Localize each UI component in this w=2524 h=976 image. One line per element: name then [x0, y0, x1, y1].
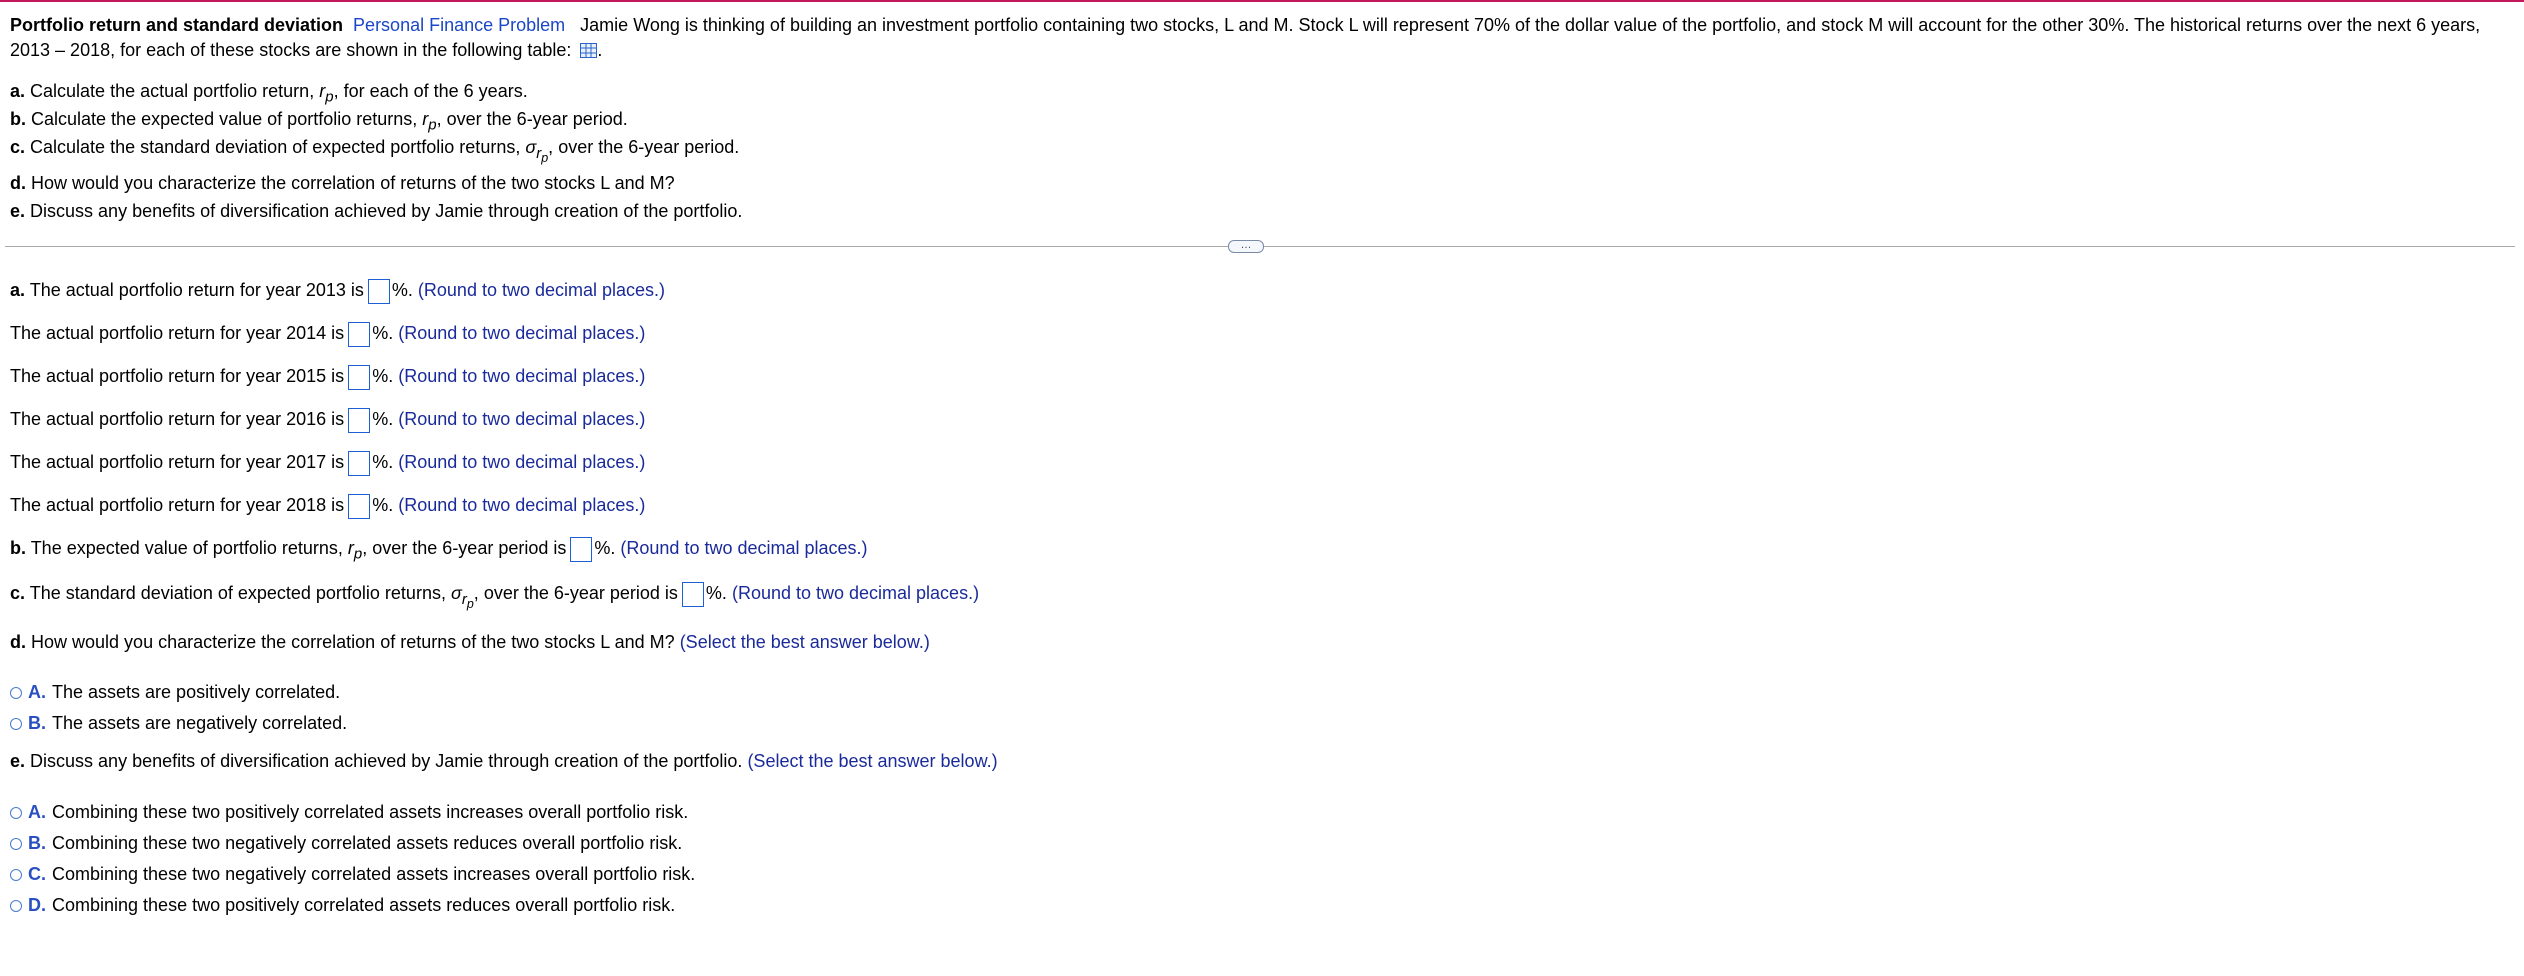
d-option-a[interactable]: A. The assets are positively correlated.	[10, 678, 340, 706]
grid-table-icon[interactable]	[580, 40, 597, 55]
e-option-b[interactable]: B. Combining these two negatively correlated assets reduces overall portfolio risk.	[10, 829, 682, 857]
problem-title: Portfolio return and standard deviation	[10, 15, 344, 35]
answer-row-2013: a. The actual portfolio return for year 2013 is %. (Round to two decimal places.)	[10, 276, 665, 304]
part-c: c. Calculate the standard deviation of expected portfolio returns, $\sigma_{r_p}$, over the 6-year period.	[10, 137, 740, 165]
personal-finance-link[interactable]: Personal Finance Problem	[353, 15, 566, 35]
answer-input-2013[interactable]	[368, 279, 390, 304]
answer-input-2017[interactable]	[348, 451, 370, 476]
answer-input-2016[interactable]	[348, 408, 370, 433]
expand-more-button[interactable]: …	[1228, 240, 1264, 253]
radio-button[interactable]	[10, 687, 22, 699]
question-e: e. Discuss any benefits of diversification achieved by Jamie through creation of the portfolio. (Select the best answer below.)	[10, 751, 998, 771]
question-parts	[10, 77, 742, 225]
answer-row-expected-return: b. The expected value of portfolio returns, $r_p$, over the 6-year period is %. (Round to two decimal places.)	[10, 538, 868, 563]
e-option-c[interactable]: C. Combining these two negatively correlated assets increases overall portfolio risk.	[10, 860, 695, 888]
d-option-b[interactable]: B. The assets are negatively correlated.	[10, 709, 347, 737]
radio-button[interactable]	[10, 807, 22, 819]
answer-input-2015[interactable]	[348, 365, 370, 390]
answer-row-2014: The actual portfolio return for year 2014 is %. (Round to two decimal places.)	[10, 319, 645, 347]
radio-button[interactable]	[10, 718, 22, 730]
answer-row-std-dev: c. The standard deviation of expected portfolio returns, $\sigma_{r_p}$, over the 6-year period is %. (Round to two decimal places.)	[10, 583, 980, 611]
question-d: d. How would you characterize the correlation of returns of the two stocks L and M? (Select the best answer below.)	[10, 632, 930, 652]
e-option-d[interactable]: D. Combining these two positively correlated assets reduces overall portfolio risk.	[10, 891, 675, 919]
part-a: a. Calculate the actual portfolio return, $r_p$, for each of the 6 years.	[10, 81, 528, 106]
e-option-a[interactable]: A. Combining these two positively correlated assets increases overall portfolio risk.	[10, 798, 688, 826]
answer-row-2018: The actual portfolio return for year 2018 is %. (Round to two decimal places.)	[10, 491, 645, 519]
answer-input-2014[interactable]	[348, 322, 370, 347]
top-accent-line	[0, 0, 2524, 2]
problem-text-line2: 2013 – 2018, for each of these stocks are shown in the following table:	[10, 40, 572, 60]
answer-input-2018[interactable]	[348, 494, 370, 519]
radio-button[interactable]	[10, 869, 22, 881]
answer-row-2017: The actual portfolio return for year 2017 is %. (Round to two decimal places.)	[10, 448, 645, 476]
problem-statement: Portfolio return and standard deviation Personal Finance Problem Jamie Wong is thinking of building an investment portfolio containing two stocks, L and M. Stock L will represent 70% of the dollar value of the portfolio, and stock M will account for the other 30%. The historical returns over the next 6 years, 2013 – 2018, for each of these stocks are shown in the following table: .	[10, 15, 2481, 60]
part-b: b. Calculate the expected value of portfolio returns, $r_p$, over the 6-year period.	[10, 109, 628, 134]
answer-input-expected-return[interactable]	[570, 537, 592, 562]
part-d: d. How would you characterize the correlation of returns of the two stocks L and M?	[10, 173, 675, 193]
radio-button[interactable]	[10, 838, 22, 850]
answer-input-std-dev[interactable]	[682, 582, 704, 607]
answer-row-2015: The actual portfolio return for year 2015 is %. (Round to two decimal places.)	[10, 362, 645, 390]
problem-text-line1: Jamie Wong is thinking of building an investment portfolio containing two stocks, L and M. Stock L will represent 70% of the dollar value of the portfolio, and stock M will account for the other 30%. The historical returns over the next 6 years,	[580, 15, 2481, 35]
answer-row-2016: The actual portfolio return for year 2016 is %. (Round to two decimal places.)	[10, 405, 645, 433]
radio-button[interactable]	[10, 900, 22, 912]
part-e: e. Discuss any benefits of diversification achieved by Jamie through creation of the portfolio.	[10, 201, 743, 221]
